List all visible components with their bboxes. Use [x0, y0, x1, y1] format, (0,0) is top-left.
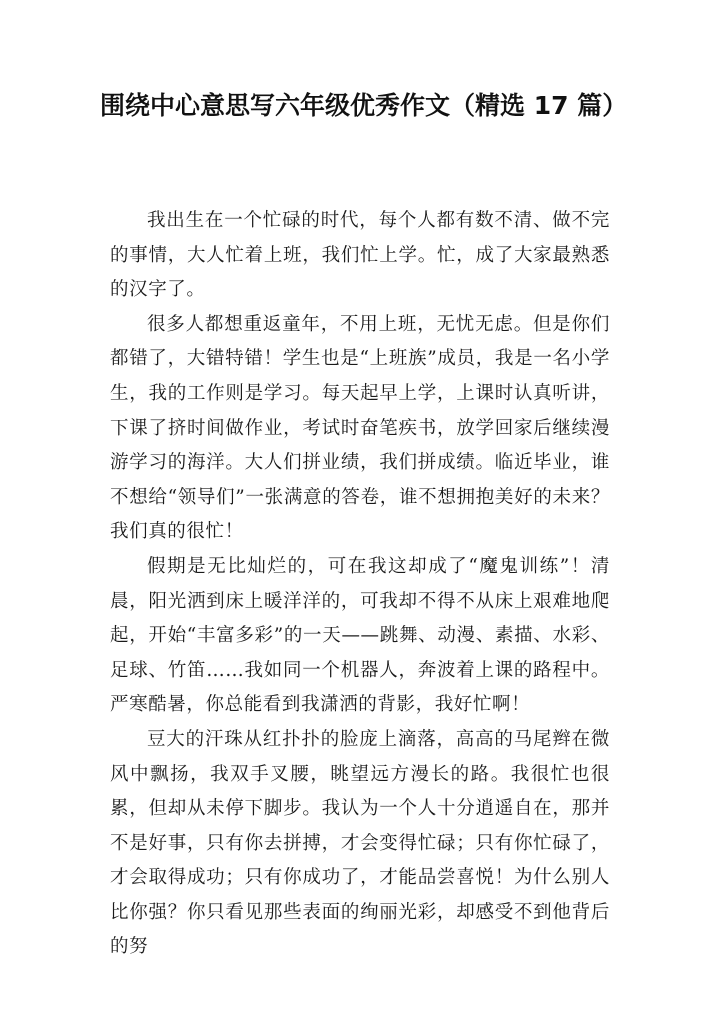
- paragraph-3: 假期是无比灿烂的，可在我这却成了“魔鬼训练”！清晨，阳光洒到床上暖洋洋的，可我却不得不从床上艰难地爬起，开始“丰富多彩”的一天——跳舞、动漫、素描、水彩、足球、竹笛……我如同一个机器人，奔波着上课的路程中。严寒酷暑，你总能看到我潇洒的背影，我好忙啊！: [110, 555, 610, 716]
- paragraph-1: 我出生在一个忙碌的时代，每个人都有数不清、做不完的事情，大人忙着上班，我们忙上学。忙，成了大家最熟悉的汉字了。: [110, 210, 610, 301]
- paragraph-4: 豆大的汗珠从红扑扑的脸庞上滴落，高高的马尾辫在微风中飘扬，我双手叉腰，眺望远方漫长的路。我很忙也很累，但却从未停下脚步。我认为一个人十分逍遥自在，那并不是好事，只有你去拼搏，才会变得忙碌；只有你忙碌了，才会取得成功；只有你成功了，才能品尝喜悦！为什么别人比你强？你只看见那些表面的绚丽光彩，却感受不到他背后的努: [110, 728, 610, 958]
- document-title: 围绕中心意思写六年级优秀作文（精选 17 篇）: [100, 91, 628, 120]
- paragraph-2: 很多人都想重返童年，不用上班，无忧无虑。但是你们都错了，大错特错！学生也是“上班族”成员，我是一名小学生，我的工作则是学习。每天起早上学，上课时认真听讲，下课了挤时间做作业，考试时奋笔疾书，放学回家后继续漫游学习的海洋。大人们拼业绩，我们拼成绩。临近毕业，谁不想给“领导们”一张满意的答卷，谁不想拥抱美好的未来？我们真的很忙！: [110, 313, 610, 543]
- document-body: [110, 204, 610, 965]
